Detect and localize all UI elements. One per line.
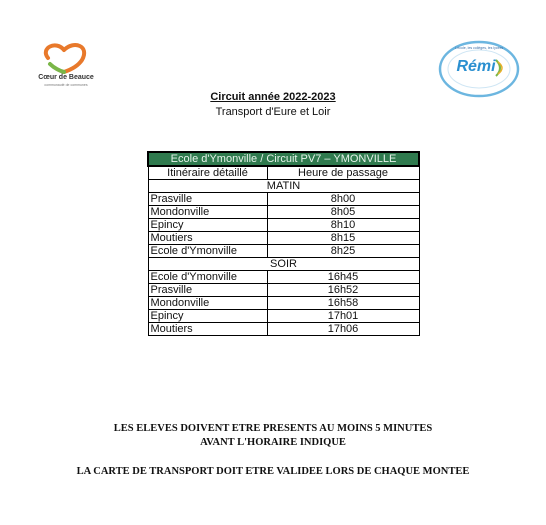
stop-time: 17h01 (267, 310, 419, 323)
section-label-evening: SOIR (148, 258, 419, 271)
table-row (148, 193, 419, 206)
stop-name: Epincy (148, 219, 267, 232)
column-header-time: Heure de passage (267, 166, 419, 180)
stop-name: Moutiers (148, 232, 267, 245)
table-row (148, 245, 419, 258)
left-logo-text: Cœur de Beauce (38, 74, 94, 81)
stop-time: 17h06 (267, 323, 419, 336)
section-label-morning: MATIN (148, 180, 419, 193)
remi-logo (438, 40, 520, 98)
notice-card: LA CARTE DE TRANSPORT DOIT ETRE VALIDEE LORS DE CHAQUE MONTEE (76, 466, 470, 477)
table-row (148, 232, 419, 245)
heart-swirl-icon (34, 38, 98, 76)
stop-name: Epincy (148, 310, 267, 323)
remi-ring-text: L'école, les collèges, les lycées (454, 46, 504, 50)
stop-name: Mondonville (148, 297, 267, 310)
column-header-row (148, 166, 419, 180)
column-header-itinerary: Itinéraire détaillé (148, 166, 267, 180)
stop-time: 16h45 (267, 271, 419, 284)
coeur-de-beauce-logo (34, 38, 98, 98)
page-subtitle: Transport d'Eure et Loir (215, 106, 331, 118)
stop-name: Ecole d'Ymonville (148, 271, 267, 284)
notice-arrival (0, 422, 546, 450)
stop-name: Prasville (148, 193, 267, 206)
remi-logo-text: Rémi (456, 58, 496, 75)
table-row (148, 284, 419, 297)
table-row (148, 206, 419, 219)
stop-time: 16h58 (267, 297, 419, 310)
stop-time: 8h00 (267, 193, 419, 206)
notice-line-1: LES ELEVES DOIVENT ETRE PRESENTS AU MOINS 5 MINUTES (113, 423, 433, 434)
schedule-table (147, 151, 420, 336)
section-row-evening (148, 258, 419, 271)
table-heading-row (148, 152, 419, 166)
table-row (148, 310, 419, 323)
stop-time: 16h52 (267, 284, 419, 297)
table-heading: Ecole d'Ymonville / Circuit PV7 – YMONVILLE (148, 152, 419, 166)
stop-time: 8h10 (267, 219, 419, 232)
stop-name: Prasville (148, 284, 267, 297)
stop-time: 8h05 (267, 206, 419, 219)
stop-time: 8h25 (267, 245, 419, 258)
notice-line-2: AVANT L'HORAIRE INDIQUE (200, 437, 346, 448)
stop-time: 8h15 (267, 232, 419, 245)
table-row (148, 271, 419, 284)
table-row (148, 297, 419, 310)
table-row (148, 219, 419, 232)
stop-name: Moutiers (148, 323, 267, 336)
stop-name: Ecole d'Ymonville (148, 245, 267, 258)
page-title: Circuit année 2022-2023 (210, 91, 336, 103)
left-logo-subtitle: communauté de communes (44, 83, 88, 87)
stop-name: Mondonville (148, 206, 267, 219)
table-row (148, 323, 419, 336)
section-row-morning (148, 180, 419, 193)
